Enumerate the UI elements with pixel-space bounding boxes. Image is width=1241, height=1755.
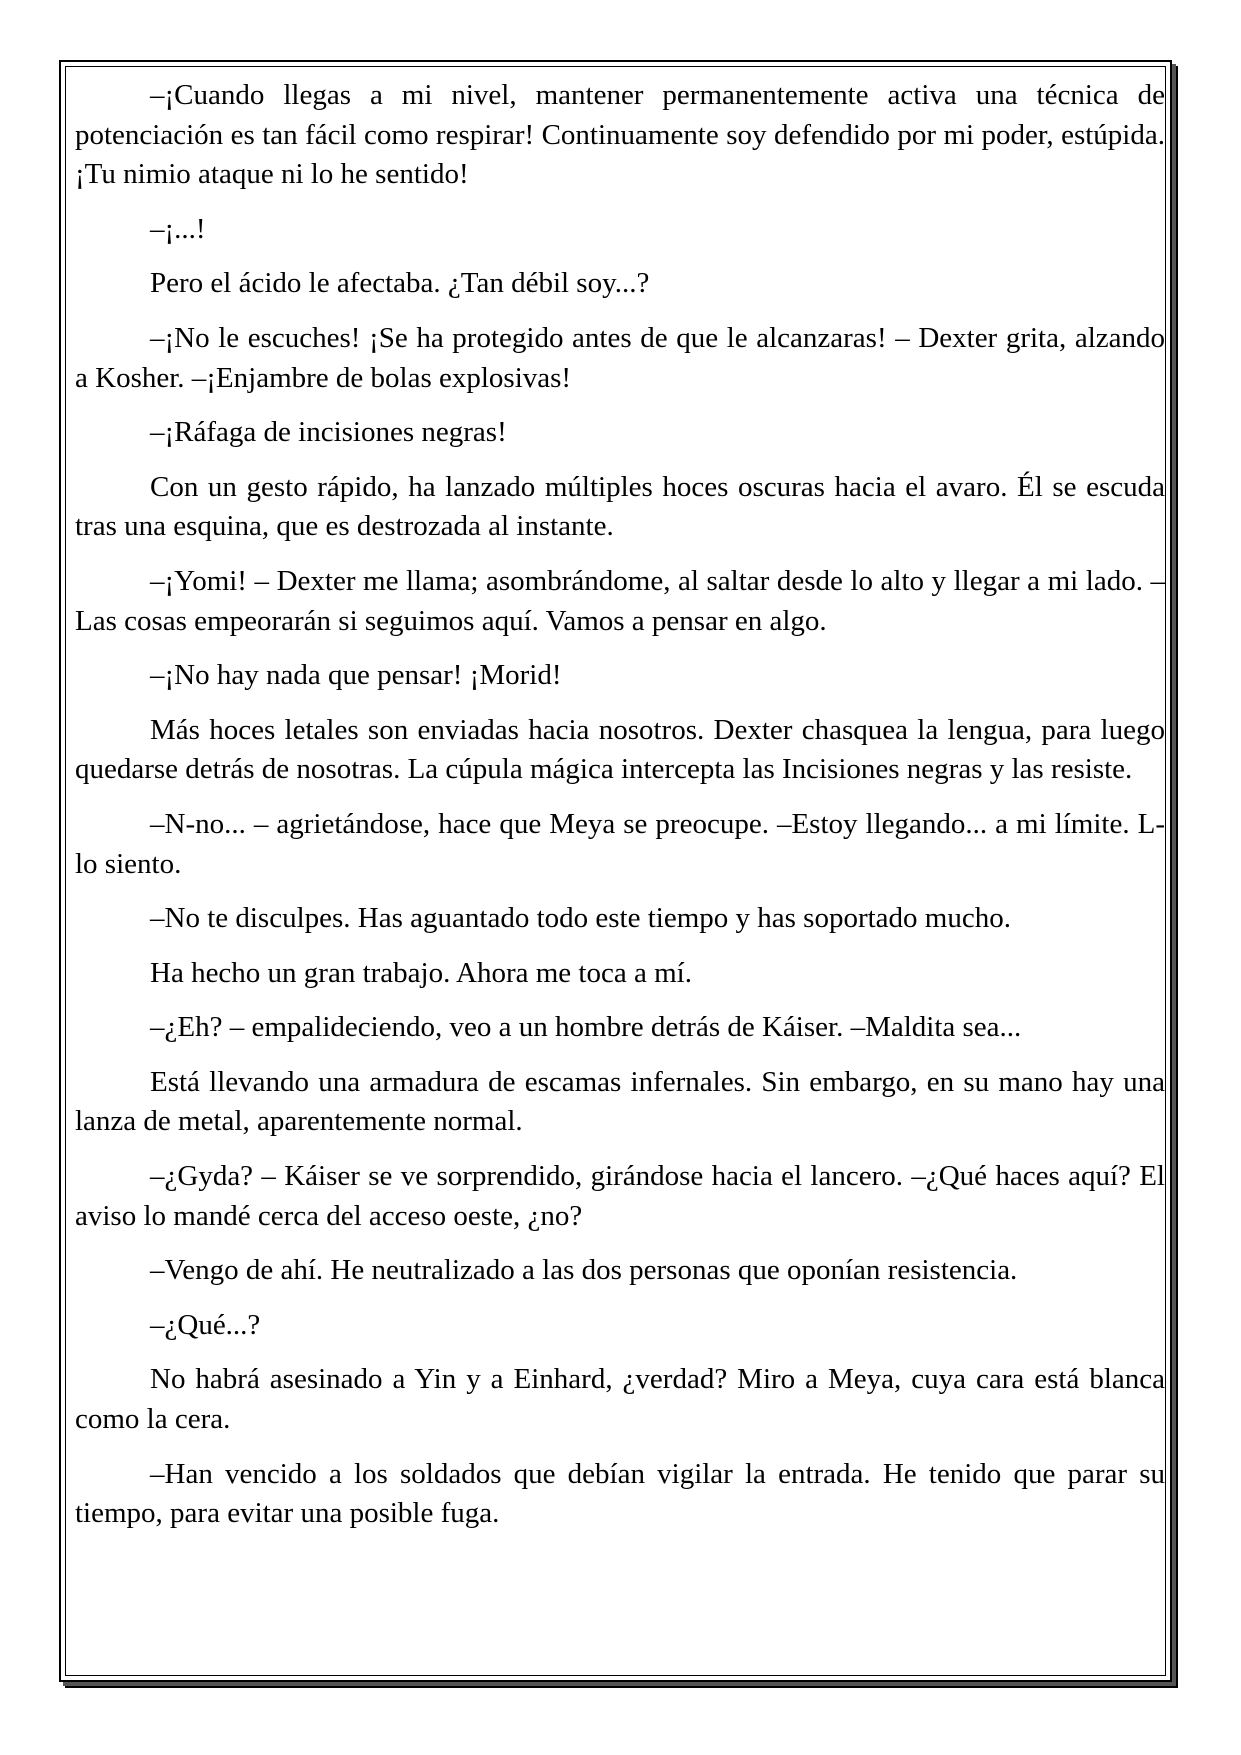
paragraph: Con un gesto rápido, ha lanzado múltiples hoces oscuras hacia el avaro. Él se escuda tras una esquina, que es destrozada al instante. <box>75 470 1165 543</box>
paragraph: –No te disculpes. Has aguantado todo este tiempo y has soportado mucho. <box>150 902 1011 935</box>
paragraph: Más hoces letales son enviadas hacia nosotros. Dexter chasquea la lengua, para luego quedarse detrás de nosotras. La cúpula mágica intercepta las Incisiones negras y las resiste. <box>75 713 1165 786</box>
paragraph: –¿Eh? – empalideciendo, veo a un hombre detrás de Káiser. –Maldita sea... <box>150 1011 1022 1044</box>
paragraph: –¡Cuando llegas a mi nivel, mantener permanentemente activa una técnica de potenciación es tan fácil como respirar! Continuamente soy defendido por mi poder, estúpida. ¡Tu nimio ataque ni lo he sentido! <box>75 79 1165 191</box>
paragraph: –Vengo de ahí. He neutralizado a las dos personas que oponían resistencia. <box>150 1254 1018 1287</box>
paragraph: –N-no... – agrietándose, hace que Meya se preocupe. –Estoy llegando... a mi límite. L-lo siento. <box>75 807 1165 880</box>
paragraph: –Han vencido a los soldados que debían vigilar la entrada. He tenido que parar su tiempo, para evitar una posible fuga. <box>75 1457 1165 1530</box>
paragraph: No habrá asesinado a Yin y a Einhard, ¿verdad? Miro a Meya, cuya cara está blanca como la cera. <box>75 1363 1165 1436</box>
paragraph: –¡...! <box>150 212 206 245</box>
document-text <box>75 76 1165 1549</box>
paragraph: Ha hecho un gran trabajo. Ahora me toca a mí. <box>150 956 692 989</box>
paragraph: –¿Qué...? <box>150 1308 261 1341</box>
paragraph: –¿Gyda? – Káiser se ve sorprendido, girándose hacia el lancero. –¿Qué haces aquí? El aviso lo mandé cerca del acceso oeste, ¿no? <box>75 1160 1165 1232</box>
paragraph: –¡No le escuches! ¡Se ha protegido antes de que le alcanzaras! – Dexter grita, alzando a Kosher. –¡Enjambre de bolas explosivas! <box>75 321 1165 394</box>
paragraph: –¡Yomi! – Dexter me llama; asombrándome, al saltar desde lo alto y llegar a mi lado. –Las cosas empeorarán si seguimos aquí. Vamos a pensar en algo. <box>75 564 1165 637</box>
paragraph: Está llevando una armadura de escamas infernales. Sin embargo, en su mano hay una lanza de metal, aparentemente normal. <box>75 1065 1165 1138</box>
paragraph: Pero el ácido le afectaba. ¿Tan débil soy...? <box>150 267 650 300</box>
paragraph: –¡Ráfaga de incisiones negras! <box>150 416 507 449</box>
paragraph: –¡No hay nada que pensar! ¡Morid! <box>150 659 562 692</box>
